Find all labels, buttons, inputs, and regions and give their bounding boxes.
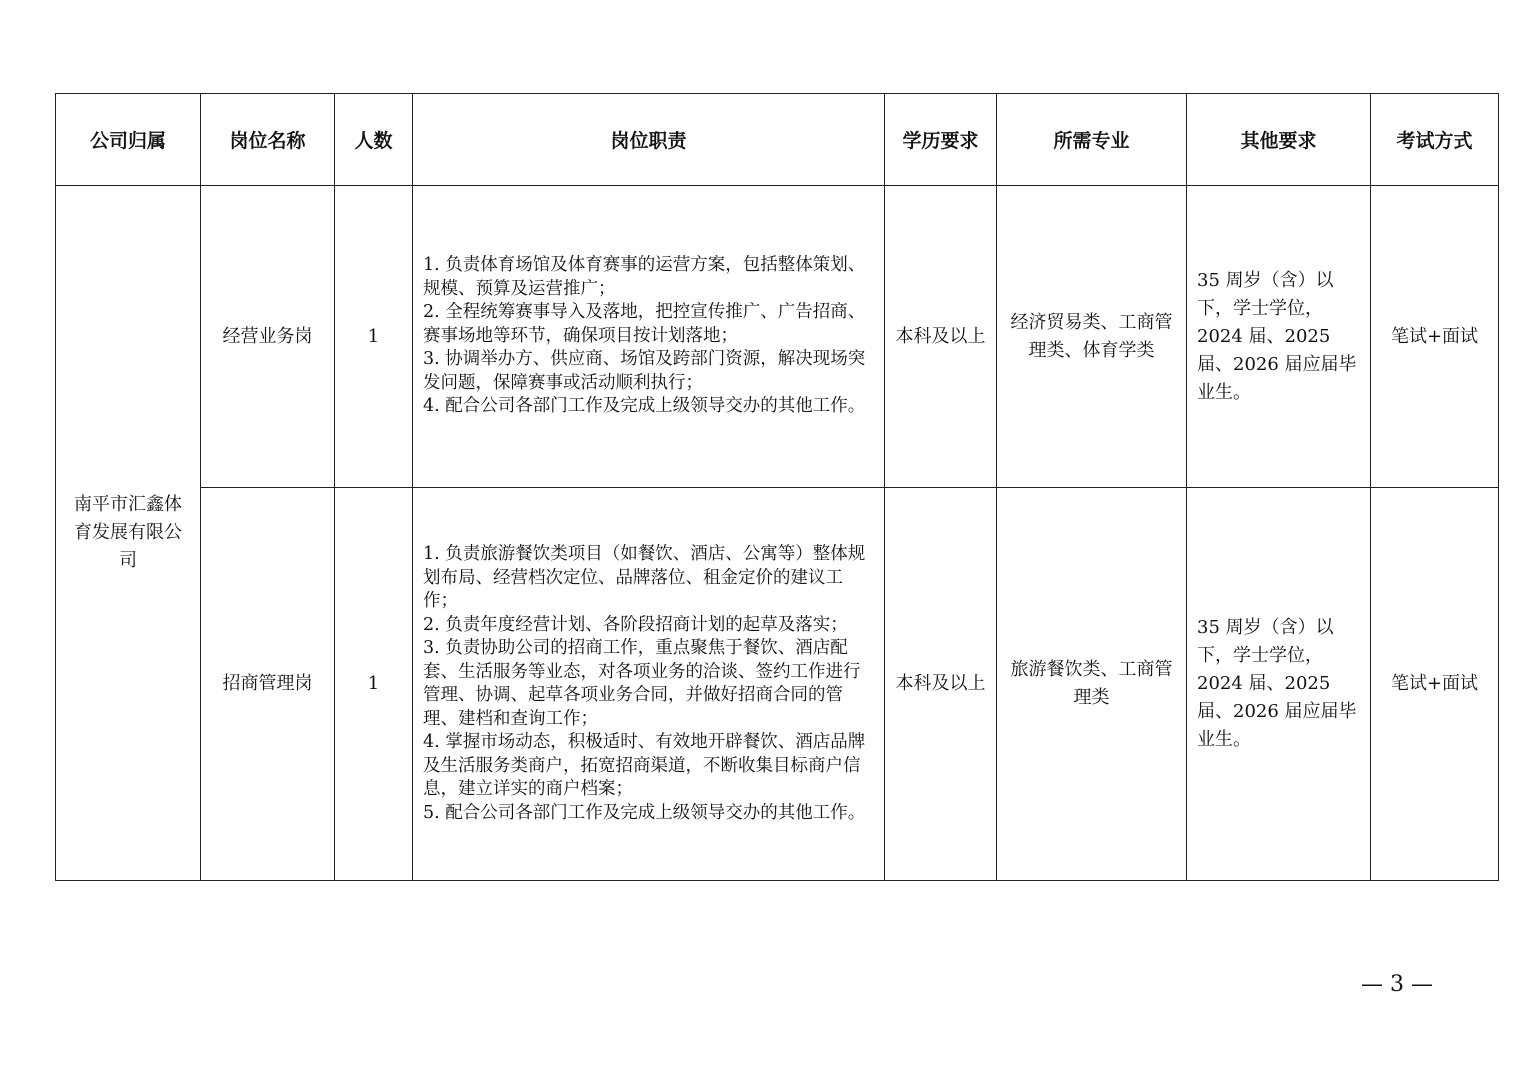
exam-cell: 笔试+面试 <box>1371 186 1499 488</box>
company-cell: 南平市汇鑫体育发展有限公司 <box>56 186 201 881</box>
position-cell: 经营业务岗 <box>201 186 335 488</box>
header-position: 岗位名称 <box>201 94 335 186</box>
duties-cell <box>413 488 885 881</box>
major-cell: 经济贸易类、工商管理类、体育学类 <box>997 186 1187 488</box>
header-education: 学历要求 <box>885 94 997 186</box>
position-cell: 招商管理岗 <box>201 488 335 881</box>
header-major: 所需专业 <box>997 94 1187 186</box>
other-requirements-cell: 35 周岁（含）以下，学士学位，2024 届、2025 届、2026 届应届毕业生。 <box>1187 186 1371 488</box>
duty-item: 3. 协调举办方、供应商、场馆及跨部门资源，解决现场突发问题，保障赛事或活动顺利执行； <box>423 349 866 393</box>
table-row <box>56 488 1499 881</box>
count-cell: 1 <box>335 488 413 881</box>
duty-item: 3. 负责协助公司的招商工作，重点聚焦于餐饮、酒店配套、生活服务等业态，对各项业务的洽谈、签约工作进行管理、协调、起草各项业务合同，并做好招商合同的管理、建档和查询工作； <box>423 638 861 729</box>
duty-item: 4. 配合公司各部门工作及完成上级领导交办的其他工作。 <box>423 396 866 417</box>
duty-item: 1. 负责旅游餐饮类项目（如餐饮、酒店、公寓等）整体规划布局、经营档次定位、品牌落位、租金定价的建议工作； <box>423 544 866 611</box>
exam-cell: 笔试+面试 <box>1371 488 1499 881</box>
page-number: — 3 — <box>1361 972 1433 997</box>
header-exam: 考试方式 <box>1371 94 1499 186</box>
table-header-row <box>56 94 1499 186</box>
other-requirements-cell: 35 周岁（含）以下，学士学位，2024 届、2025 届、2026 届应届毕业生。 <box>1187 488 1371 881</box>
recruitment-table <box>55 93 1499 881</box>
duty-item: 2. 负责年度经营计划、各阶段招商计划的起草及落实； <box>423 614 848 635</box>
duties-cell <box>413 186 885 488</box>
duty-item: 2. 全程统筹赛事导入及落地，把控宣传推广、广告招商、赛事场地等环节，确保项目按计划落地； <box>423 302 866 346</box>
table-row <box>56 186 1499 488</box>
education-cell: 本科及以上 <box>885 488 997 881</box>
header-duties: 岗位职责 <box>413 94 885 186</box>
major-cell: 旅游餐饮类、工商管理类 <box>997 488 1187 881</box>
duty-item: 4. 掌握市场动态，积极适时、有效地开辟餐饮、酒店品牌及生活服务类商户，拓宽招商渠道，不断收集目标商户信息，建立详实的商户档案； <box>423 732 866 799</box>
header-count: 人数 <box>335 94 413 186</box>
duty-item: 5. 配合公司各部门工作及完成上级领导交办的其他工作。 <box>423 802 866 823</box>
education-cell: 本科及以上 <box>885 186 997 488</box>
header-company: 公司归属 <box>56 94 201 186</box>
header-other: 其他要求 <box>1187 94 1371 186</box>
duty-item: 1. 负责体育场馆及体育赛事的运营方案，包括整体策划、规模、预算及运营推广； <box>423 255 866 299</box>
count-cell: 1 <box>335 186 413 488</box>
